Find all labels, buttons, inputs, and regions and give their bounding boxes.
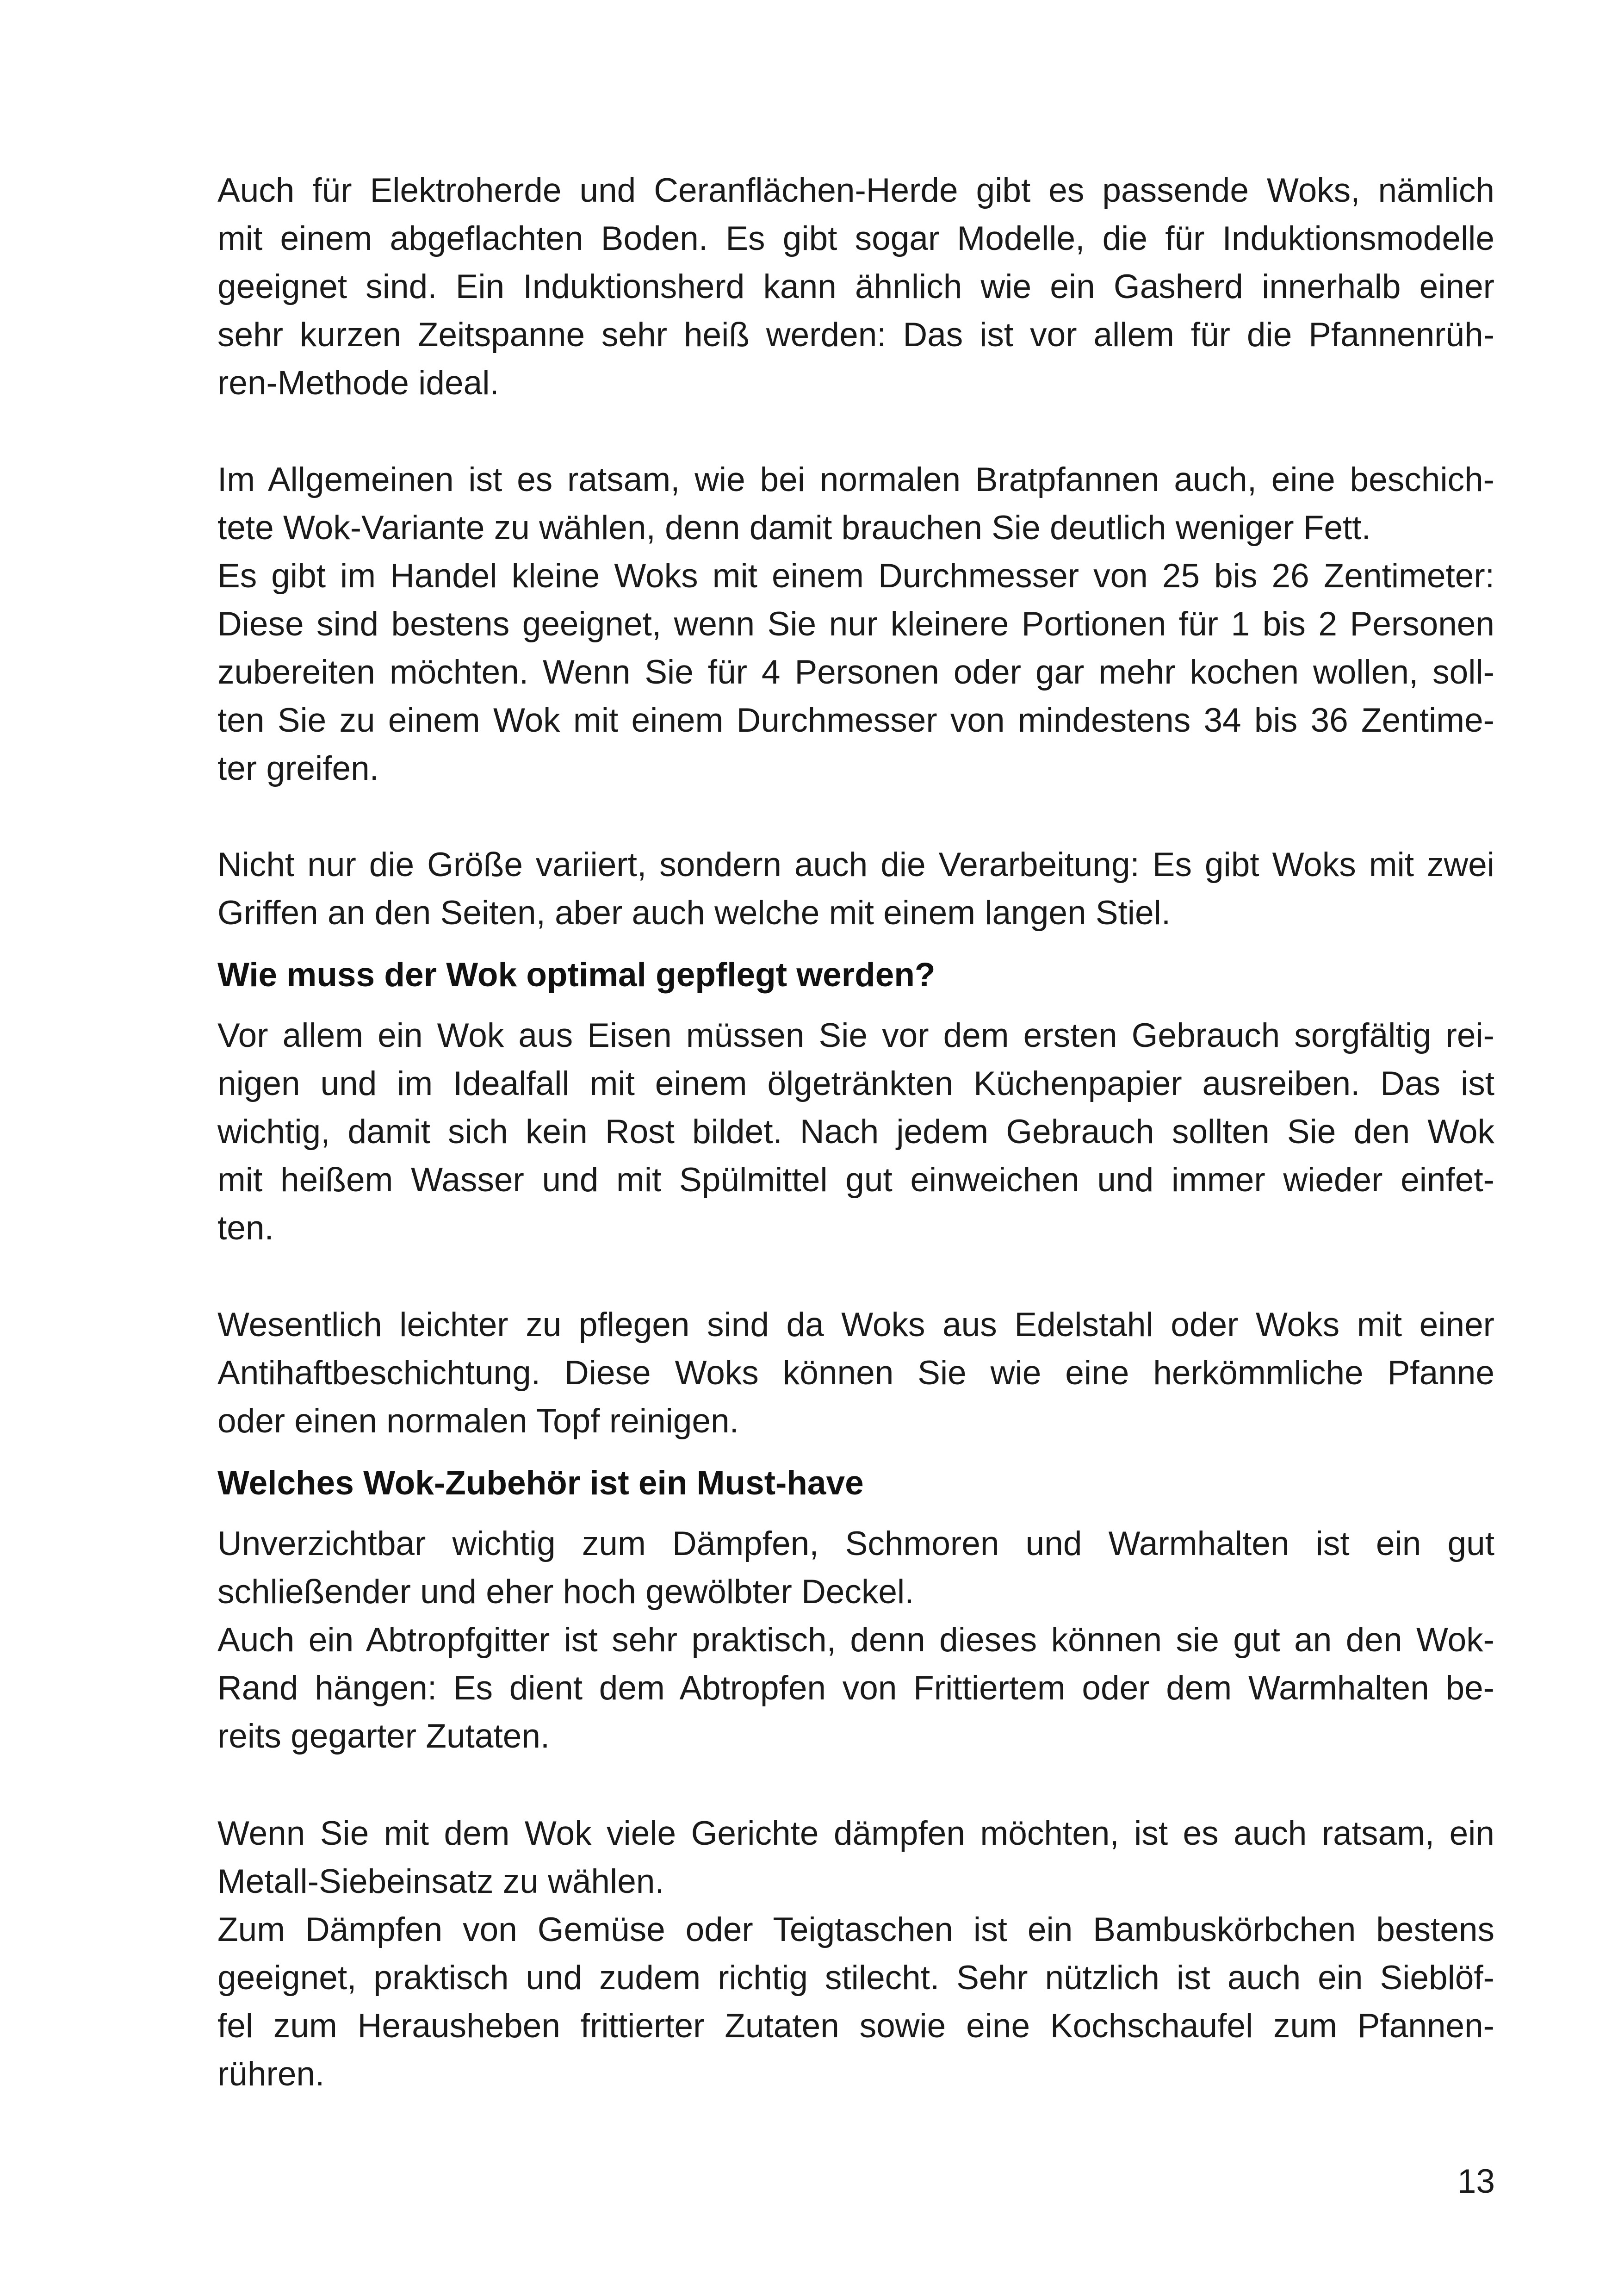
text-line: tete Wok-Variante zu wählen, denn damit brauchen Sie deutlich weniger Fett. [217,509,1371,547]
text-line: oder einen normalen Topf reinigen. [217,1402,739,1440]
paragraph-4 [217,1012,1494,1252]
text-line: Im Allgemeinen ist es ratsam, wie bei normalen Bratpfannen auch, eine beschich- [217,461,1494,498]
text-line: nigen und im Idealfall mit einem ölgetränkten Küchenpapier ausreiben. Das ist [217,1065,1494,1102]
paragraph-2 [217,456,1494,793]
text-line: zubereiten möchten. Wenn Sie für 4 Personen oder gar mehr kochen wollen, soll- [217,653,1494,691]
text-line: Zum Dämpfen von Gemüse oder Teigtaschen ist ein Bambuskörbchen bestens [217,1911,1494,1948]
paragraph-6 [217,1520,1494,1761]
text-line: Metall-Siebeinsatz zu wählen. [217,1863,664,1900]
page-number: 13 [1457,2163,1495,2200]
paragraph-5 [217,1301,1494,1445]
text-line: ten. [217,1209,274,1247]
text-line: Nicht nur die Größe variiert, sondern auch die Verarbeitung: Es gibt Woks mit zwei [217,846,1494,884]
text-line: wichtig, damit sich kein Rost bildet. Nach jedem Gebrauch sollten Sie den Wok [217,1113,1494,1151]
text-line: rühren. [217,2055,325,2093]
text-line: ren-Methode ideal. [217,364,499,402]
text-line: geeignet, praktisch und zudem richtig stilecht. Sehr nützlich ist auch ein Sieblöf- [217,1959,1494,1997]
text-line: Unverzichtbar wichtig zum Dämpfen, Schmoren und Warmhalten ist ein gut [217,1525,1494,1562]
paragraph-3 [217,841,1494,937]
text-line: sehr kurzen Zeitspanne sehr heiß werden: Das ist vor allem für die Pfannenrüh- [217,316,1494,354]
text-line: mit einem abgeflachten Boden. Es gibt sogar Modelle, die für Induktionsmodelle [217,220,1494,257]
paragraph-7 [217,1810,1494,2098]
section-heading-care: Wie muss der Wok optimal gepflegt werden? [217,956,936,994]
text-line: Wenn Sie mit dem Wok viele Gerichte dämpfen möchten, ist es auch ratsam, ein [217,1815,1494,1852]
text-line: mit heißem Wasser und mit Spülmittel gut einweichen und immer wieder einfet- [217,1161,1494,1199]
text-line: Auch ein Abtropfgitter ist sehr praktisch, denn dieses können sie gut an den Wok- [217,1621,1494,1659]
text-line: Wesentlich leichter zu pflegen sind da Woks aus Edelstahl oder Woks mit einer [217,1306,1494,1344]
text-line: ten Sie zu einem Wok mit einem Durchmesser von mindestens 34 bis 36 Zentime- [217,702,1494,739]
text-line: Diese sind bestens geeignet, wenn Sie nur kleinere Portionen für 1 bis 2 Personen [217,605,1494,643]
text-line: Es gibt im Handel kleine Woks mit einem Durchmesser von 25 bis 26 Zentimeter: [217,557,1494,595]
text-line: ter greifen. [217,750,379,787]
text-line: Vor allem ein Wok aus Eisen müssen Sie vor dem ersten Gebrauch sorgfältig rei- [217,1017,1494,1054]
text-line: Rand hängen: Es dient dem Abtropfen von Frittiertem oder dem Warmhalten be- [217,1669,1494,1707]
paragraph-1 [217,167,1494,407]
text-line: schließender und eher hoch gewölbter Deckel. [217,1573,914,1611]
text-line: fel zum Herausheben frittierter Zutaten sowie eine Kochschaufel zum Pfannen- [217,2007,1494,2045]
text-line: Griffen an den Seiten, aber auch welche mit einem langen Stiel. [217,894,1171,932]
text-line: Auch für Elektroherde und Ceranflächen-Herde gibt es passende Woks, nämlich [217,172,1494,209]
section-heading-accessories: Welches Wok-Zubehör ist ein Must-have [217,1464,864,1502]
text-line: Antihaftbeschichtung. Diese Woks können Sie wie eine herkömmliche Pfanne [217,1354,1494,1392]
text-line: geeignet sind. Ein Induktionsherd kann ähnlich wie ein Gasherd innerhalb einer [217,268,1494,305]
text-line: reits gegarter Zutaten. [217,1717,550,1755]
